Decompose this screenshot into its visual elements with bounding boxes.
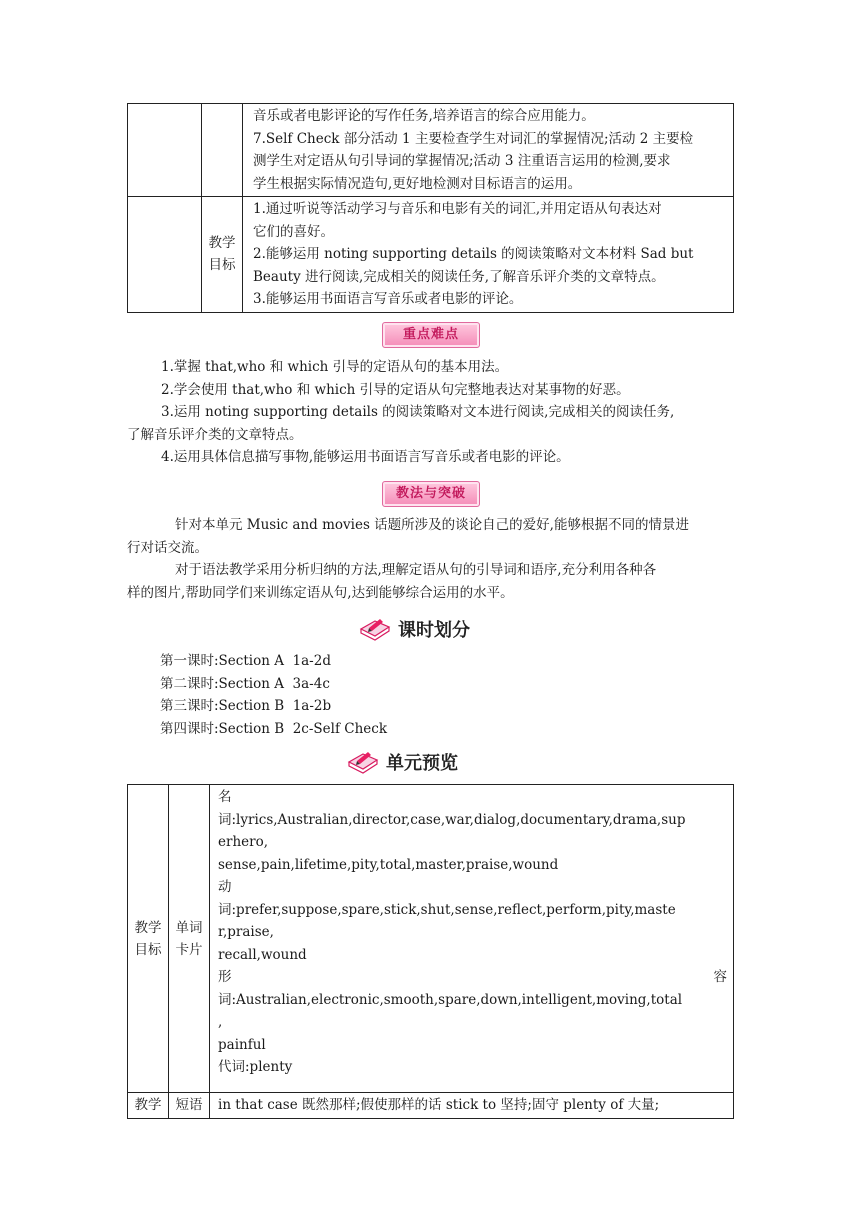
text-line: , [218,1014,223,1030]
analysis-cell [243,104,734,197]
text-line: 学生根据实际情况造句,更好地检测对目标语言的运用。 [253,175,582,192]
text-line: 代词:plenty [218,1059,293,1075]
empty-cell [128,104,202,197]
list-item: 3.运用 noting supporting details 的阅读策略对文本进行阅读,完成相关的阅读任务, [161,404,675,420]
text-line: 动 [218,879,232,895]
empty-cell [128,197,202,313]
methods-heading: 教法与突破 [382,481,480,507]
text-line: 音乐或者电影评论的写作任务,培养语言的综合应用能力。 [253,108,595,124]
schedule-title-text: 课时划分 [398,620,470,641]
paragraph-line: 行对话交流。 [127,539,208,556]
row-sublabel: 短语 [169,1093,210,1119]
text-line: 1.通过听说等活动学习与音乐和电影有关的词汇,并用定语从句表达对 [253,201,662,217]
label-line: 教学 [134,919,162,936]
row-label: 教学 [128,1093,169,1119]
paragraph-line: 样的图片,帮助同学们来训练定语从句,达到能够综合运用的水平。 [127,584,514,601]
text-fragment: 容 [713,969,727,985]
row-label [128,785,169,1093]
empty-cell [202,104,243,197]
list-item: 第二课时:Section A 3a-4c [160,675,330,692]
notebook-pencil-icon [346,748,380,776]
preview-title-text: 单元预览 [386,753,458,774]
table-row [128,104,734,197]
objectives-cell [243,197,734,313]
key-points-list [127,356,734,469]
text-line: sense,pain,lifetime,pity,total,master,praise,wound [218,856,559,873]
text-line: 它们的喜好。 [253,223,334,240]
list-item: 了解音乐评介类的文章特点。 [127,426,303,443]
text-line: recall,wound [218,946,307,963]
schedule-list [160,650,387,740]
vocabulary-cell [210,785,734,1093]
table-row [128,1093,734,1119]
preview-table [127,784,734,1119]
list-item: 第三课时:Section B 1a-2b [160,698,332,714]
list-item: 1.掌握 that,who 和 which 引导的定语从句的基本用法。 [161,359,509,375]
list-item: 第一课时:Section A 1a-2d [160,653,331,669]
text-line: 测学生对定语从句引导词的掌握情况;活动 3 注重语言运用的检测,要求 [253,153,671,169]
objectives-table [127,103,734,313]
table-row [128,197,734,313]
methods-paragraphs [127,514,734,604]
text-line: 7.Self Check 部分活动 1 主要检查学生对词汇的掌握情况;活动 2 主要检 [253,130,694,147]
text-line: 词:Australian,electronic,smooth,spare,down,intelligent,moving,total [218,991,683,1008]
label-line: 单词 [175,919,203,936]
text-line: erhero, [218,834,268,850]
row-sublabel [169,785,210,1093]
text-line: 3.能够运用书面语言写音乐或者电影的评论。 [253,291,523,307]
text-line: 词:prefer,suppose,spare,stick,shut,sense,reflect,perform,pity,maste [218,901,676,918]
phrases-cell: in that case 既然那样;假使那样的话 stick to 坚持;固守 plenty of 大量; [210,1093,734,1119]
text-line: 词:lyrics,Australian,director,case,war,dialog,documentary,drama,sup [218,811,686,828]
preview-title [346,747,458,777]
list-item: 2.学会使用 that,who 和 which 引导的定语从句完整地表达对某事物的好恶。 [161,381,630,398]
list-item: 4.运用具体信息描写事物,能够运用书面语言写音乐或者电影的评论。 [161,449,570,465]
label-line: 教学 [208,235,236,252]
text-line: painful [218,1036,266,1053]
paragraph-line: 对于语法教学采用分析归纳的方法,理解定语从句的引导词和语序,充分利用各种各 [175,562,657,578]
text-line: 名 [218,789,232,805]
notebook-pencil-icon [358,615,392,643]
table-row [128,785,734,1093]
text-line [218,966,727,989]
list-item: 第四课时:Section B 2c-Self Check [160,720,388,737]
text-line: Beauty 进行阅读,完成相关的阅读任务,了解音乐评介类的文章特点。 [253,268,665,285]
text-fragment: 形 [218,969,232,985]
label-line: 目标 [208,257,236,274]
key-points-heading: 重点难点 [382,322,480,348]
row-label [202,197,243,313]
text-line: 2.能够运用 noting supporting details 的阅读策略对文本材料 Sad but [253,246,694,262]
label-line: 卡片 [175,941,203,958]
paragraph-line: 针对本单元 Music and movies 话题所涉及的谈论自己的爱好,能够根据不同的情景进 [175,517,689,533]
label-line: 目标 [134,941,162,958]
text-line: r,praise, [218,924,274,940]
schedule-title [358,614,470,644]
